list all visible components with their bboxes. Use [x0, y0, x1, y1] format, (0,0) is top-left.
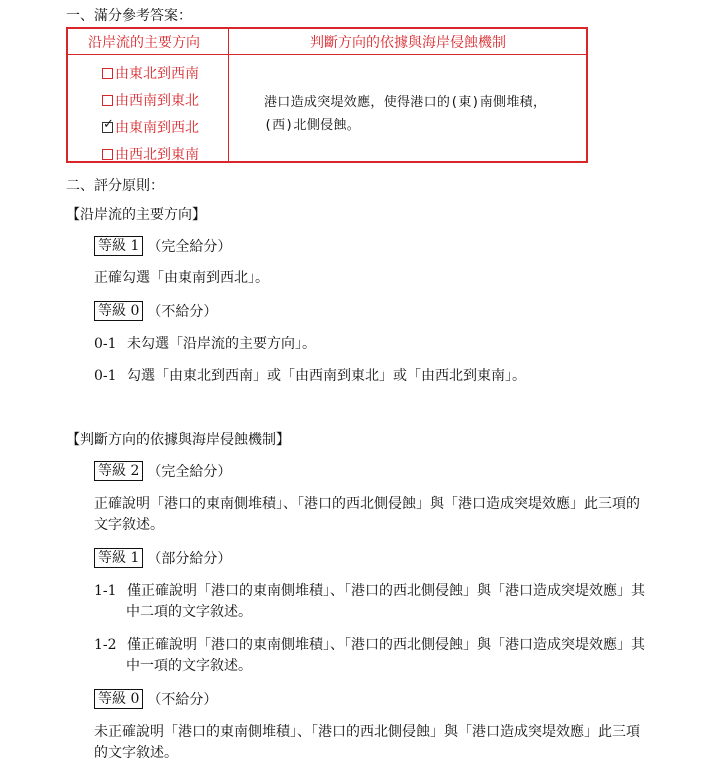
part-b-grade-2-line-1: 正確說明「港口的東南側堆積」、「港口的西北側侵蝕」與「港口造成突堤效應」此三項的	[94, 496, 640, 512]
check-mark-icon: ✓	[103, 116, 114, 132]
part-b-grade-1-item-cont: 中一項的文字敘述。	[126, 658, 252, 674]
checkbox-icon[interactable]	[102, 95, 113, 106]
grade-desc: （不給分）	[147, 304, 218, 320]
part-b-grade-1-item-cont: 中二項的文字敘述。	[126, 604, 252, 620]
grade-label: 等級 2	[94, 461, 143, 481]
grade-label: 等級 1	[94, 236, 143, 256]
part-b-grade-0-line-2: 的文字敘述。	[94, 745, 178, 761]
part-a-grade-0-item	[94, 334, 316, 354]
item-number: 0-1	[94, 336, 117, 352]
option-label: 由西北到東南	[115, 147, 199, 163]
table-header-direction: 沿岸流的主要方向	[88, 35, 200, 51]
option-southwest-to-northeast[interactable]	[102, 90, 199, 110]
option-label: 由東北到西南	[115, 66, 199, 82]
grade-desc: （完全給分）	[147, 464, 232, 480]
item-text: 僅正確說明「港口的東南側堆積」、「港口的西北側侵蝕」與「港口造成突堤效應」其	[127, 583, 645, 599]
grade-label: 等級 0	[94, 301, 143, 321]
option-label: 由西南到東北	[115, 93, 199, 109]
part-b-grade-2	[94, 461, 231, 481]
grade-label: 等級 0	[94, 689, 143, 709]
part-a-grade-0-item	[94, 366, 526, 386]
part-b-grade-2-line-2: 文字敘述。	[94, 517, 164, 533]
section-1-title: 一、滿分參考答案：	[66, 8, 192, 24]
part-b-grade-1-item	[94, 581, 645, 601]
table-divider-vertical	[228, 29, 229, 161]
item-number: 1-1	[94, 583, 117, 599]
part-b-grade-0-line-1: 未正確說明「港口的東南側堆積」、「港口的西北側侵蝕」與「港口造成突堤效應」此三項	[94, 724, 640, 740]
option-label: 由東南到西北	[115, 120, 199, 136]
part-b-grade-0	[94, 689, 217, 709]
grade-desc: （完全給分）	[147, 239, 232, 255]
option-northeast-to-southwest[interactable]	[102, 63, 199, 83]
table-divider-horizontal	[68, 54, 586, 55]
option-southeast-to-northwest[interactable]	[102, 117, 199, 137]
mechanism-line-2: (西)北側侵蝕。	[264, 118, 361, 133]
item-text: 僅正確說明「港口的東南側堆積」、「港口的西北側侵蝕」與「港口造成突堤效應」其	[127, 637, 645, 653]
option-northwest-to-southeast[interactable]	[102, 144, 199, 164]
grade-desc: （部分給分）	[147, 551, 232, 567]
item-number: 0-1	[94, 368, 117, 384]
part-a-grade-1	[94, 236, 231, 256]
grade-label: 等級 1	[94, 548, 143, 568]
table-header-mechanism: 判斷方向的依據與海岸侵蝕機制	[310, 35, 506, 51]
part-b-grade-1	[94, 548, 231, 568]
part-b-title: 【判斷方向的依據與海岸侵蝕機制】	[66, 432, 290, 448]
grade-desc: （不給分）	[147, 692, 218, 708]
checkbox-icon[interactable]	[102, 68, 113, 79]
item-text: 未勾選「沿岸流的主要方向」。	[127, 336, 316, 352]
part-a-title: 【沿岸流的主要方向】	[66, 207, 206, 223]
part-b-grade-1-item	[94, 635, 645, 655]
checkbox-checked-icon[interactable]	[102, 116, 114, 133]
section-2-title: 二、評分原則：	[66, 178, 164, 194]
part-a-grade-1-text: 正確勾選「由東南到西北」。	[94, 270, 269, 286]
checkbox-icon[interactable]	[102, 149, 113, 160]
item-number: 1-2	[94, 637, 117, 653]
mechanism-line-1: 港口造成突堤效應，使得港口的(東)南側堆積，	[264, 95, 547, 110]
item-text: 勾選「由東北到西南」或「由西南到東北」或「由西北到東南」。	[127, 368, 526, 384]
answer-table	[66, 27, 588, 163]
part-a-grade-0	[94, 301, 217, 321]
